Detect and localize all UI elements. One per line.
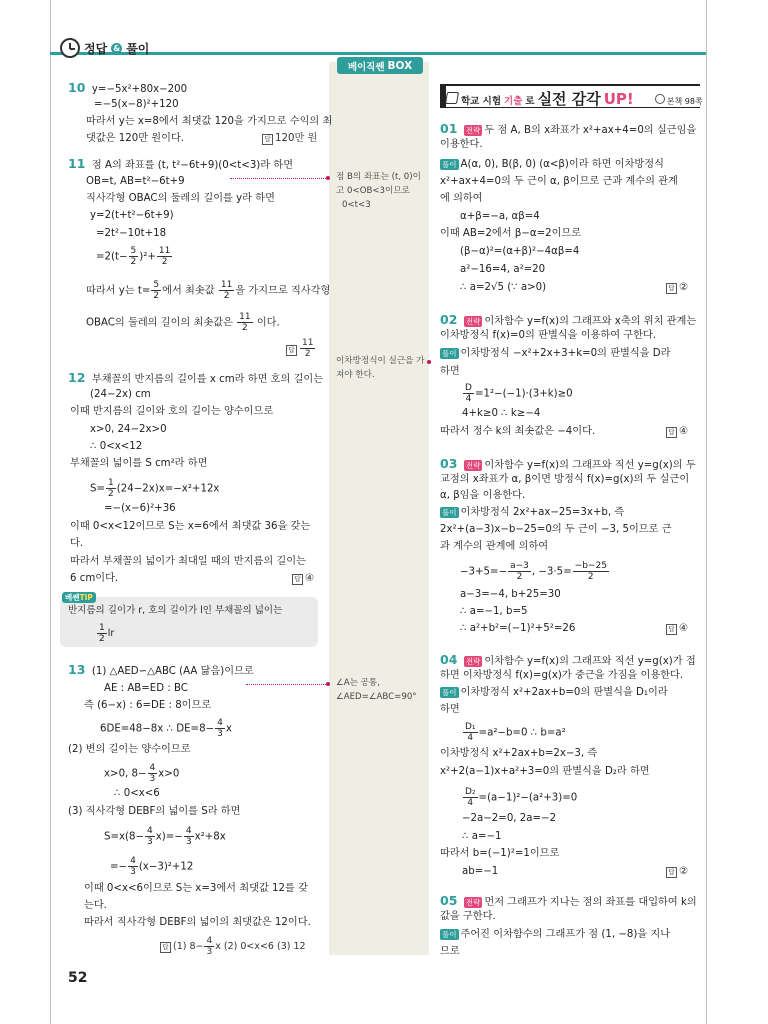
q01-line-2: x²+ax+4=0의 두 근이 α, β이므로 근과 계수의 관계 [440,176,678,187]
clock-icon [60,38,80,58]
note-leader [246,684,326,685]
q02-line-2: 하면 [440,366,460,377]
q10-line-1 [68,80,187,98]
q01-line-4: α+β=−a, αβ=4 [460,211,540,222]
tip-label: 베쎈TIP [62,592,96,603]
q12-line-8: =−(x−6)²+36 [104,503,176,514]
q13-line-7: ∴ 0<x<6 [114,788,160,799]
note-marker [326,682,330,686]
q04-line-6: $\frac{\text{D₂}}{4}$ =(a−1)²−(a²+3)=0 [465,787,578,808]
note-q13 [336,676,428,704]
q10-line-2: =−5(x−8)²+120 [94,99,179,110]
q03-line-2: 2x²+(a−3)x−b−25=0의 두 근이 −3, 5이므로 근 [440,524,672,535]
section-brand [60,38,149,58]
q12-line-5: ∴ 0<x<12 [90,441,143,452]
brand-and: & [111,43,122,54]
note-marker [326,176,330,180]
q11-line-7: 따라서 y는 t= $\frac{5}{2}$ 에서 최솟값 $\frac{11}{2}$ 을 가지므로 직사각형 [86,280,331,301]
q13-line-13: 따라서 직사각형 DEBF의 넓이의 최댓값은 12이다. [84,917,311,928]
q04-line-4: 이차방정식 x²+2ax+b=2x−3, 즉 [440,748,598,759]
q04-line-7: −2a−2=0, 2a=−2 [462,813,557,824]
q04-line-10: ab=−1 [462,866,499,877]
header-text: UP! [603,90,634,108]
q13-line-11: 이때 0<x<6이므로 S는 x=3에서 최댓값 12를 갖 [84,883,308,894]
q12-text: 부채꼴의 반지름의 길이를 x cm라 하면 호의 길이는 [91,374,324,385]
q11-line-3: 직사각형 OBAC의 둘레의 길이를 y라 하면 [86,193,275,204]
q12-line-6: 부채꼴의 넓이를 S cm²라 하면 [70,458,208,469]
q02-line-3: $\frac{D}{4}$ =1²−(−1)·(3+k)≥0 [465,383,573,404]
q11-line-8: OBAC의 둘레의 길이의 최솟값은 $\frac{11}{2}$ 이다. [86,312,280,333]
q13-line-8: (3) 직사각형 DEBF의 넓이를 S라 하면 [68,806,241,817]
note-line: 고 0<OB<3이므로 [336,186,410,196]
tip-line-1: 반지름의 길이가 r, 호의 길이가 l인 부채꼴의 넓이는 [68,605,283,616]
q01-line-6: (β−α)²=(α+β)²−4αβ=4 [460,246,580,257]
note-line: ∠AED=∠ABC=90° [336,692,417,702]
note-line: ∠A는 공통, [336,678,380,688]
q12-line-10: 다. [70,538,84,549]
q13-line-10: =− $\frac{4}{3}$ (x−3)²+12 [110,856,194,877]
right-section-title [446,88,703,109]
question-number: 10 [68,80,86,95]
q03-line-5: a−3=−4, b+25=30 [460,589,561,600]
q11-line-6: =2(t− $\frac{5}{2}$ )²+ $\frac{11}{2}$ [96,246,171,267]
note-line: 이차방정식이 실근을 가 [336,356,425,366]
q04-line-9: 따라서 b=(−1)²=1이므로 [440,848,560,859]
pencil-icon [445,92,459,104]
q03-strategy-3: α, β임을 이용한다. [440,490,526,501]
q04-strategy-1: 04 전략 이차함수 y=f(x)의 그래프와 직선 y=g(x)가 접 [440,652,696,667]
header-text: 학교 시험 [461,96,502,107]
q13-line-3: 즉 (6−x) : 6=DE : 8이므로 [84,700,212,711]
q13-line-2: AE : AB=ED : BC [104,683,188,694]
q11-text: 점 A의 좌표를 (t, t²−6t+9)(0<t<3)라 하면 [91,160,294,171]
q13-line-9: S=x(8− $\frac{4}{3}$ x)=− $\frac{4}{3}$ x²+8x [104,826,226,847]
q12-line-12: 6 cm이다. [70,573,119,584]
q01-line-3: 에 의하여 [440,193,483,204]
q11-line-5: =2t²−10t+18 [96,228,167,239]
q11-line-1 [68,156,293,174]
basic-box-title [337,57,423,74]
q05-line-1: 풀이 주어진 이차함수의 그래프가 점 (1, −8)을 지나 [442,929,671,940]
question-number: 11 [68,156,86,171]
q03-answer: 답 ④ [666,621,688,637]
q05-line-2: 므로 [440,946,460,957]
brand-text-2: 풀이 [126,41,150,56]
q10-line-4: 댓값은 120만 원이다. [86,133,185,144]
q12-line-3: 이때 반지름의 길이와 호의 길이는 양수이므로 [70,406,274,417]
q02-answer: 답 ④ [666,424,688,440]
q02-line-4: 4+k≥0 ∴ k≥−4 [462,408,541,419]
box-title-en: BOX [387,59,413,72]
box-title-ko: 베이직쎈 [347,61,385,73]
q02-strategy-2: 이차방정식 f(x)=0의 판별식을 이용하여 구한다. [440,330,657,341]
q10-answer: 답 120만 원 [262,131,317,147]
page-border-left [50,0,51,1024]
q05-strategy-2: 값을 구한다. [440,911,496,922]
q11-line-4: y=2(t+t²−6t+9) [90,210,174,221]
q02-strategy-1: 02 전략 이차함수 y=f(x)의 그래프와 x축의 위치 관계는 [440,312,697,327]
reference-icon [655,94,665,104]
note-line: 져야 한다. [336,370,375,380]
q01-line-8: ∴ a=2√5 (∵ a>0) [460,282,547,293]
q13-line-1 [68,662,254,680]
q13-line-6: x>0, 8− $\frac{4}{3}$ x>0 [104,763,180,784]
q01-line-5: 이때 AB=2에서 β−α=2이므로 [440,228,582,239]
q12-line-1 [68,370,323,388]
header-text: 실전 감각 [537,90,601,108]
question-number: 13 [68,662,86,677]
q12-line-11: 따라서 부채꼴의 넓이가 최대일 때의 반지름의 길이는 [70,556,306,567]
note-leader [230,178,326,179]
q04-line-2: 하면 [440,704,460,715]
note-marker [427,360,431,364]
reference-page: 본책 98쪽 [655,94,703,107]
q03-line-6: ∴ a=−1, b=5 [460,606,528,617]
q01-strategy-1: 01 전략 두 점 A, B의 x좌표가 x²+ax+4=0의 실근임을 [440,121,697,136]
q01-line-7: a²−16=4, a²=20 [460,264,546,275]
header-text: 로 [525,96,535,107]
q04-line-8: ∴ a=−1 [462,831,502,842]
q02-line-1: 풀이 이차방정식 −x²+2x+3+k=0의 판별식을 D라 [442,348,671,359]
q03-line-1: 풀이 이차방정식 2x²+ax−25=3x+b, 즉 [442,507,625,518]
q04-line-1: 풀이 이차방정식 x²+2ax+b=0의 판별식을 D₁이라 [442,687,668,698]
q11-line-2: OB=t, AB=t²−6t+9 [86,176,185,187]
q13-answer: 답 (1) 8− $\frac{4}{3}$ x (2) 0<x<6 (3) 12 [160,936,306,957]
q04-answer: 답 ② [666,864,688,880]
q13-text: (1) △AED∽△ABC (AA 닮음)이므로 [91,666,254,677]
q03-line-7: ∴ a²+b²=(−1)²+5²=26 [460,623,576,634]
q04-line-5: x²+2(a−1)x+a²+3=0의 판별식을 D₂라 하면 [440,766,650,777]
q03-line-4: −3+5=− $\frac{a-3}{2}$ , −3·5= $\frac{-b-25}{2}$ [460,561,607,582]
q12-line-4: x>0, 24−2x>0 [90,424,167,435]
q12-line-9: 이때 0<x<12이므로 S는 x=6에서 최댓값 36을 갖는 [70,521,311,532]
q13-line-5: (2) 변의 길이는 양수이므로 [68,744,191,755]
q03-strategy-2: 교점의 x좌표가 α, β이면 방정식 f(x)=g(x)의 두 실근이 [440,474,690,485]
q12-line-7: S= $\frac{1}{2}$ (24−2x)x=−x²+12x [90,478,220,499]
q03-line-3: 과 계수의 관계에 의하여 [440,541,549,552]
q04-strategy-2: 하면 이차방정식 f(x)=g(x)가 중근을 가짐을 이용한다. [440,670,684,681]
q13-line-4: 6DE=48−8x ∴ DE=8− $\frac{4}{3}$ x [100,718,232,739]
q01-line-1: 풀이 A(α, 0), B(β, 0) (α<β)이라 하면 이차방정식 [442,159,664,170]
header-text: 기출 [504,96,523,107]
q03-strategy-1: 03 전략 이차함수 y=f(x)의 그래프와 직선 y=g(x)의 두 [440,456,696,471]
q01-strategy-2: 이용한다. [440,139,483,150]
q13-line-12: 는다. [84,900,107,911]
note-line: 점 B의 좌표는 (t, 0)이 [336,172,421,182]
note-q11 [336,170,428,212]
q11-answer: 답 $\frac{11}{2}$ [286,338,316,359]
note-line: 0<t<3 [342,200,371,210]
brand-text-1: 정답 [84,41,108,56]
q04-line-3: $\frac{\text{D₁}}{4}$ =a²−b=0 ∴ b=a² [465,722,566,743]
q12-line-2: (24−2x) cm [90,389,151,400]
q12-answer: 답 ④ [292,571,314,587]
page-border-right [706,0,707,1024]
note-q02 [336,354,428,382]
q10-line-3: 따라서 y는 x=8에서 최댓값 120을 가지므로 수익의 최 [86,116,333,127]
question-number: 12 [68,370,86,385]
tip-line-2: $\frac{1}{2}$ lr [99,623,115,644]
q01-answer: 답 ② [666,280,688,296]
page-number: 52 [68,970,88,986]
q10-text: y=−5x²+80x−200 [91,84,188,95]
q02-line-5: 따라서 정수 k의 최솟값은 −4이다. [440,426,596,437]
q05-strategy-1: 05 전략 먼저 그래프가 지나는 점의 좌표를 대입하여 k의 [440,893,697,908]
